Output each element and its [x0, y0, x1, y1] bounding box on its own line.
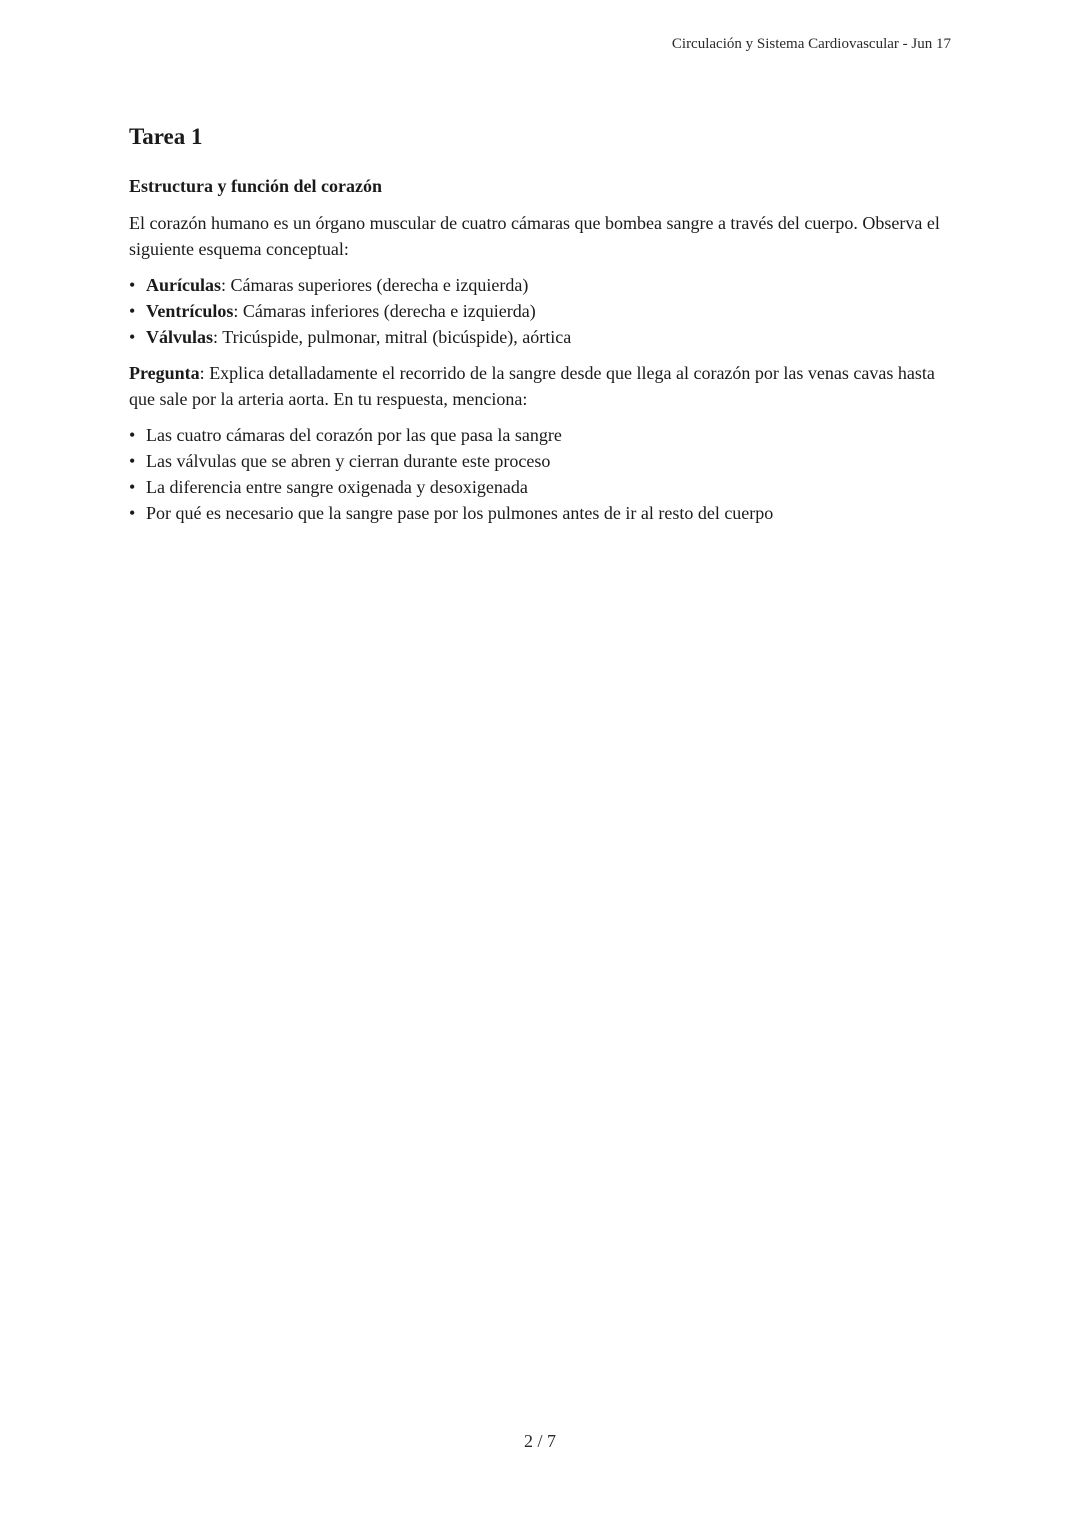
running-header: Circulación y Sistema Cardiovascular - Jun 17	[671, 36, 951, 52]
list-item	[129, 272, 959, 298]
concept-term: Válvulas	[146, 327, 214, 347]
list-item: • Por qué es necesario que la sangre pase por los pulmones antes de ir al resto del cuerpo	[129, 500, 959, 526]
concept-description: Cámaras inferiores (derecha e izquierda)	[242, 301, 536, 321]
question-label: Pregunta	[129, 363, 200, 383]
question-separator: :	[199, 363, 210, 383]
concept-description: Cámaras superiores (derecha e izquierda)	[230, 275, 529, 295]
intro-paragraph: El corazón humano es un órgano muscular de cuatro cámaras que bombea sangre a través del cuerpo. Observa el siguiente esquema conceptual:	[129, 213, 940, 259]
list-item: • Las válvulas que se abren y cierran durante este proceso	[129, 448, 959, 474]
document-body	[129, 120, 959, 536]
concept-term: Aurículas	[146, 275, 222, 295]
requirements-list	[129, 422, 959, 526]
list-item: • Las cuatro cámaras del corazón por las que pasa la sangre	[129, 422, 959, 448]
page-number: 2 / 7	[523, 1431, 556, 1451]
concept-description: Tricúspide, pulmonar, mitral (bicúspide), aórtica	[222, 327, 572, 347]
list-item	[129, 324, 959, 350]
question-text: Explica detalladamente el recorrido de la sangre desde que llega al corazón por las venas cavas hasta que sale por la arteria aorta. En tu respuesta, menciona:	[129, 363, 935, 409]
question-paragraph	[129, 360, 959, 412]
concept-separator: :	[221, 275, 231, 295]
concept-list	[129, 272, 959, 350]
concept-term: Ventrículos	[146, 301, 234, 321]
section-title: Estructura y función del corazón	[129, 176, 382, 196]
task-title: Tarea 1	[129, 124, 203, 149]
list-item: • La diferencia entre sangre oxigenada y desoxigenada	[129, 474, 959, 500]
concept-separator: :	[233, 301, 243, 321]
list-item	[129, 298, 959, 324]
concept-separator: :	[213, 327, 223, 347]
